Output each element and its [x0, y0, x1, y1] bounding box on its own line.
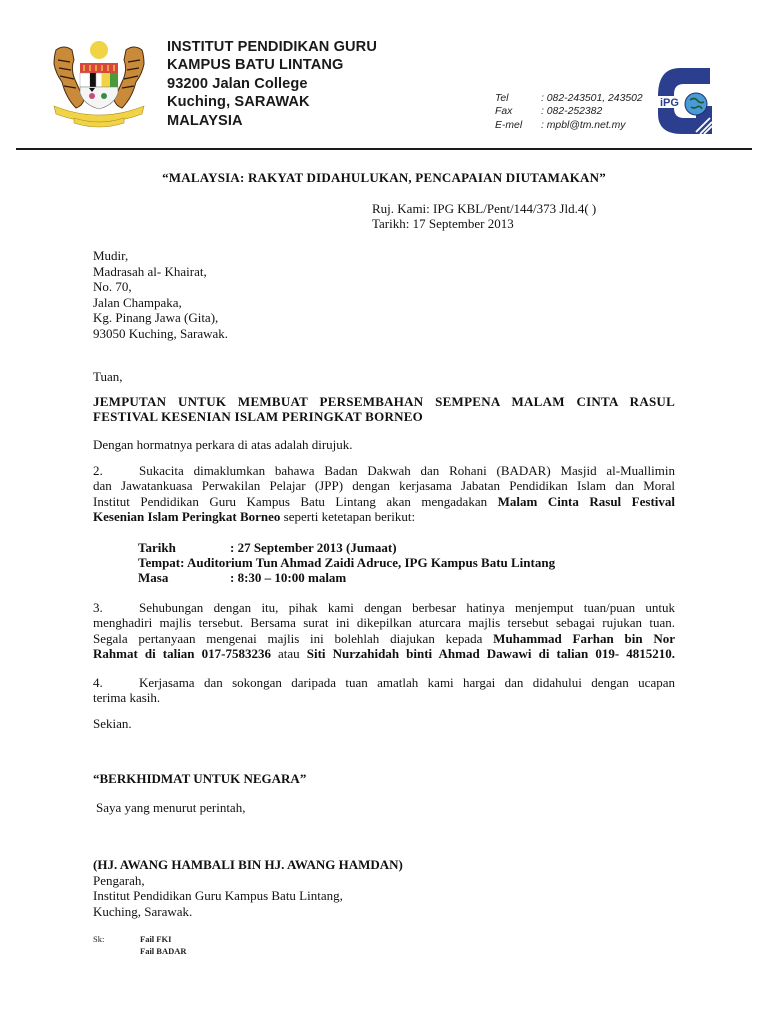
- signatory-place: Kuching, Sarawak.: [93, 903, 193, 919]
- contact-label: E-mel: [495, 119, 523, 131]
- address-line: Jalan Champaka,: [93, 294, 182, 310]
- letter-subject: [93, 394, 675, 425]
- carbon-copy: [93, 934, 187, 957]
- paragraph-line: [93, 463, 675, 478]
- institution-line: INSTITUT PENDIDIKAN GURU: [167, 39, 377, 55]
- paragraph-line: terima kasih.: [93, 690, 161, 706]
- paragraph-number: 2.: [93, 463, 103, 478]
- paragraph-text: Dengan hormatnya perkara di atas adalah dirujuk.: [93, 437, 353, 452]
- paragraph-line: [93, 509, 675, 524]
- ipg-logo-icon: [656, 66, 714, 136]
- paragraph-text: Kerjasama dan sokongan daripada tuan amatlah kami hargai dan didahului dengan ucapan: [139, 675, 675, 690]
- reference-block: [372, 201, 596, 232]
- signatory-org: Institut Pendidikan Guru Kampus Batu Lintang,: [93, 888, 343, 904]
- detail-row-time: [138, 570, 555, 585]
- paragraph-number: 4.: [93, 675, 103, 690]
- cc-row: [93, 946, 187, 958]
- sekian: Sekian.: [93, 716, 132, 731]
- paragraph-text: atau: [270, 646, 307, 662]
- address-line: Mudir,: [93, 248, 129, 263]
- signatory-block: [93, 857, 403, 919]
- detail-label: Tempat: [138, 555, 181, 570]
- subject-line: FESTIVAL KESENIAN ISLAM PERINGKAT BORNEO: [93, 409, 424, 425]
- paragraph-line: menghadiri majlis tersebut. Bersama surat ini dikepilkan aturcara majlis tersebut sebagai rujukan tuan.: [93, 615, 675, 631]
- contact-person-bold: Siti Nurzahidah binti Ahmad Dawawi di talian 019- 4815210.: [306, 646, 676, 662]
- paragraph-line: [93, 646, 675, 661]
- contact-label: Tel: [495, 93, 509, 104]
- contact-email: [495, 119, 643, 132]
- contact-person-bold: Rahmat di talian 017-7583236: [93, 646, 271, 662]
- contact-value: : 082-252382: [541, 106, 603, 118]
- subject-line: JEMPUTAN UNTUK MEMBUAT PERSEMBAHAN SEMPENA MALAM CINTA RASUL: [93, 394, 675, 409]
- paragraph-text: Sehubungan dengan itu, pihak kami dengan berbesar hatinya menjemput tuan/puan untuk: [139, 600, 675, 615]
- paragraph-line: dan Jawatankuasa Perwakilan Pelajar (JPP) dengan kerjasama Jabatan Pendidikan Islam dan Moral: [93, 478, 675, 494]
- event-details: [138, 540, 555, 585]
- paragraph-line: [93, 600, 675, 615]
- institution-address: [167, 38, 377, 130]
- cc-item: Fail FKI: [140, 934, 172, 944]
- address-line: No. 70,: [93, 279, 132, 295]
- signatory-name: (HJ. AWANG HAMBALI BIN HJ. AWANG HAMDAN): [93, 857, 403, 872]
- paragraph-text: Sukacita dimaklumkan bahawa Badan Dakwah dan Rohani (BADAR) Masjid al-Muallimin: [139, 463, 675, 478]
- paragraph-2: [93, 463, 675, 525]
- closing-phrase: Saya yang menurut perintah,: [96, 800, 246, 815]
- paragraph-number: 3.: [93, 600, 103, 615]
- signatory-title: Pengarah,: [93, 872, 145, 888]
- letter-date: Tarikh: 17 September 2013: [372, 216, 514, 232]
- detail-label: Tarikh: [138, 540, 176, 555]
- contact-fax: [495, 105, 643, 118]
- salutation: Tuan,: [93, 369, 123, 384]
- institution-line: 93200 Jalan College: [167, 75, 308, 92]
- recipient-address: [93, 248, 228, 342]
- cc-row: [93, 934, 187, 946]
- ipg-logo-text: iPG: [660, 97, 679, 109]
- event-name-bold: Kesenian Islam Peringkat Borneo: [93, 509, 281, 525]
- address-line: Madrasah al- Khairat,: [93, 263, 207, 279]
- national-motto: “MALAYSIA: RAKYAT DIDAHULUKAN, PENCAPAIAN DIUTAMAKAN”: [162, 170, 606, 185]
- institution-line: MALAYSIA: [167, 112, 243, 129]
- reference-number: Ruj. Kami: IPG KBL/Pent/144/373 Jld.4( ): [372, 201, 597, 216]
- contact-person-bold: Muhammad Farhan bin Nor: [493, 630, 675, 646]
- cc-spacer: [93, 946, 140, 958]
- detail-label: Masa: [138, 570, 169, 585]
- institution-line: KAMPUS BATU LINTANG: [167, 57, 344, 74]
- paragraph-1: [93, 437, 675, 452]
- detail-value: : Auditorium Tun Ahmad Zaidi Adruce, IPG Kampus Batu Lintang: [180, 555, 556, 570]
- detail-value: : 8:30 – 10:00 malam: [230, 570, 347, 585]
- contact-info: [495, 92, 643, 132]
- detail-value: : 27 September 2013 (Jumaat): [230, 540, 397, 555]
- paragraph-4: [93, 675, 675, 706]
- paragraph-line: [93, 631, 675, 646]
- paragraph-3: [93, 600, 675, 662]
- cc-item: Fail BADAR: [140, 945, 187, 956]
- address-line: 93050 Kuching, Sarawak.: [93, 325, 229, 341]
- event-name-bold: Malam Cinta Rasul Festival: [497, 493, 675, 509]
- institution-line: Kuching, SARAWAK: [167, 94, 310, 111]
- contact-tel: [495, 92, 643, 105]
- cc-label: Sk:: [93, 934, 105, 944]
- letterhead-divider: [16, 148, 752, 150]
- paragraph-text: Segala pertanyaan mengenai majlis ini bolehlah diajukan kepada: [93, 630, 494, 646]
- paragraph-text: seperti ketetapan berikut:: [280, 509, 416, 525]
- detail-row-venue: [138, 555, 555, 570]
- detail-row-date: [138, 540, 555, 555]
- contact-value: : mpbl@tm.net.my: [541, 119, 626, 131]
- paragraph-line: [93, 494, 675, 509]
- address-line: Kg. Pinang Jawa (Gita),: [93, 310, 219, 326]
- malaysia-coat-of-arms-icon: [44, 36, 154, 131]
- contact-value: : 082-243501, 243502: [541, 93, 643, 104]
- contact-label: Fax: [495, 106, 513, 118]
- paragraph-line: [93, 675, 675, 690]
- closing-motto: “BERKHIDMAT UNTUK NEGARA”: [93, 771, 307, 786]
- paragraph-text: Institut Pendidikan Guru Kampus Batu Lintang akan mengadakan: [93, 493, 498, 509]
